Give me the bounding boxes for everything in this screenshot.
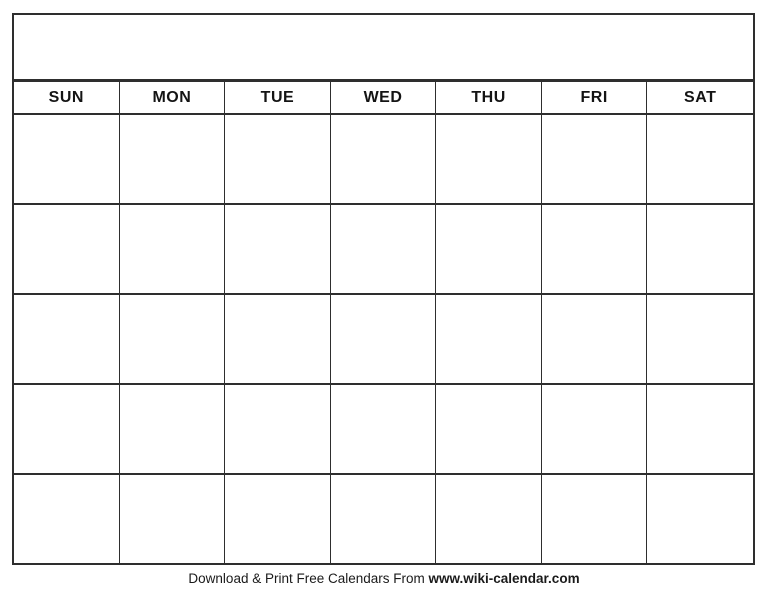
calendar-cell	[14, 385, 120, 475]
weekday-header-mon: MON	[120, 82, 226, 113]
calendar-cell	[331, 205, 437, 295]
calendar-cell	[120, 475, 226, 563]
calendar-cell	[436, 115, 542, 205]
footer-site-name: www.wiki-calendar.com	[428, 571, 580, 586]
calendar-cell	[225, 475, 331, 563]
calendar-body-grid	[14, 115, 753, 563]
weekday-header-thu: THU	[436, 82, 542, 113]
calendar-cell	[436, 205, 542, 295]
calendar-cell	[14, 115, 120, 205]
calendar-grid	[12, 13, 755, 565]
calendar-cell	[542, 295, 648, 385]
calendar-cell	[331, 475, 437, 563]
calendar-cell	[436, 295, 542, 385]
calendar-cell	[647, 475, 753, 563]
calendar-title-box	[14, 15, 753, 82]
calendar-cell	[225, 205, 331, 295]
calendar-cell	[331, 385, 437, 475]
calendar-cell	[14, 295, 120, 385]
calendar-cell	[542, 475, 648, 563]
calendar-cell	[120, 295, 226, 385]
weekday-header-row	[14, 82, 753, 115]
calendar-cell	[120, 205, 226, 295]
calendar-cell	[542, 115, 648, 205]
weekday-header-tue: TUE	[225, 82, 331, 113]
calendar-cell	[331, 295, 437, 385]
calendar-cell	[542, 385, 648, 475]
weekday-header-sun: SUN	[14, 82, 120, 113]
calendar-cell	[647, 295, 753, 385]
calendar-cell	[120, 115, 226, 205]
weekday-header-wed: WED	[331, 82, 437, 113]
calendar-cell	[436, 475, 542, 563]
calendar-cell	[542, 205, 648, 295]
footer-credit	[0, 569, 768, 588]
weekday-header-fri: FRI	[542, 82, 648, 113]
calendar-cell	[14, 475, 120, 563]
calendar-cell	[225, 295, 331, 385]
calendar-cell	[647, 385, 753, 475]
weekday-header-sat: SAT	[684, 88, 717, 106]
calendar-cell	[225, 385, 331, 475]
calendar-cell	[647, 115, 753, 205]
calendar-cell	[647, 205, 753, 295]
calendar-cell	[225, 115, 331, 205]
calendar-cell	[14, 205, 120, 295]
footer-credit-text: Download & Print Free Calendars From	[188, 571, 429, 586]
calendar-cell	[436, 385, 542, 475]
calendar-cell	[331, 115, 437, 205]
calendar-cell	[120, 385, 226, 475]
